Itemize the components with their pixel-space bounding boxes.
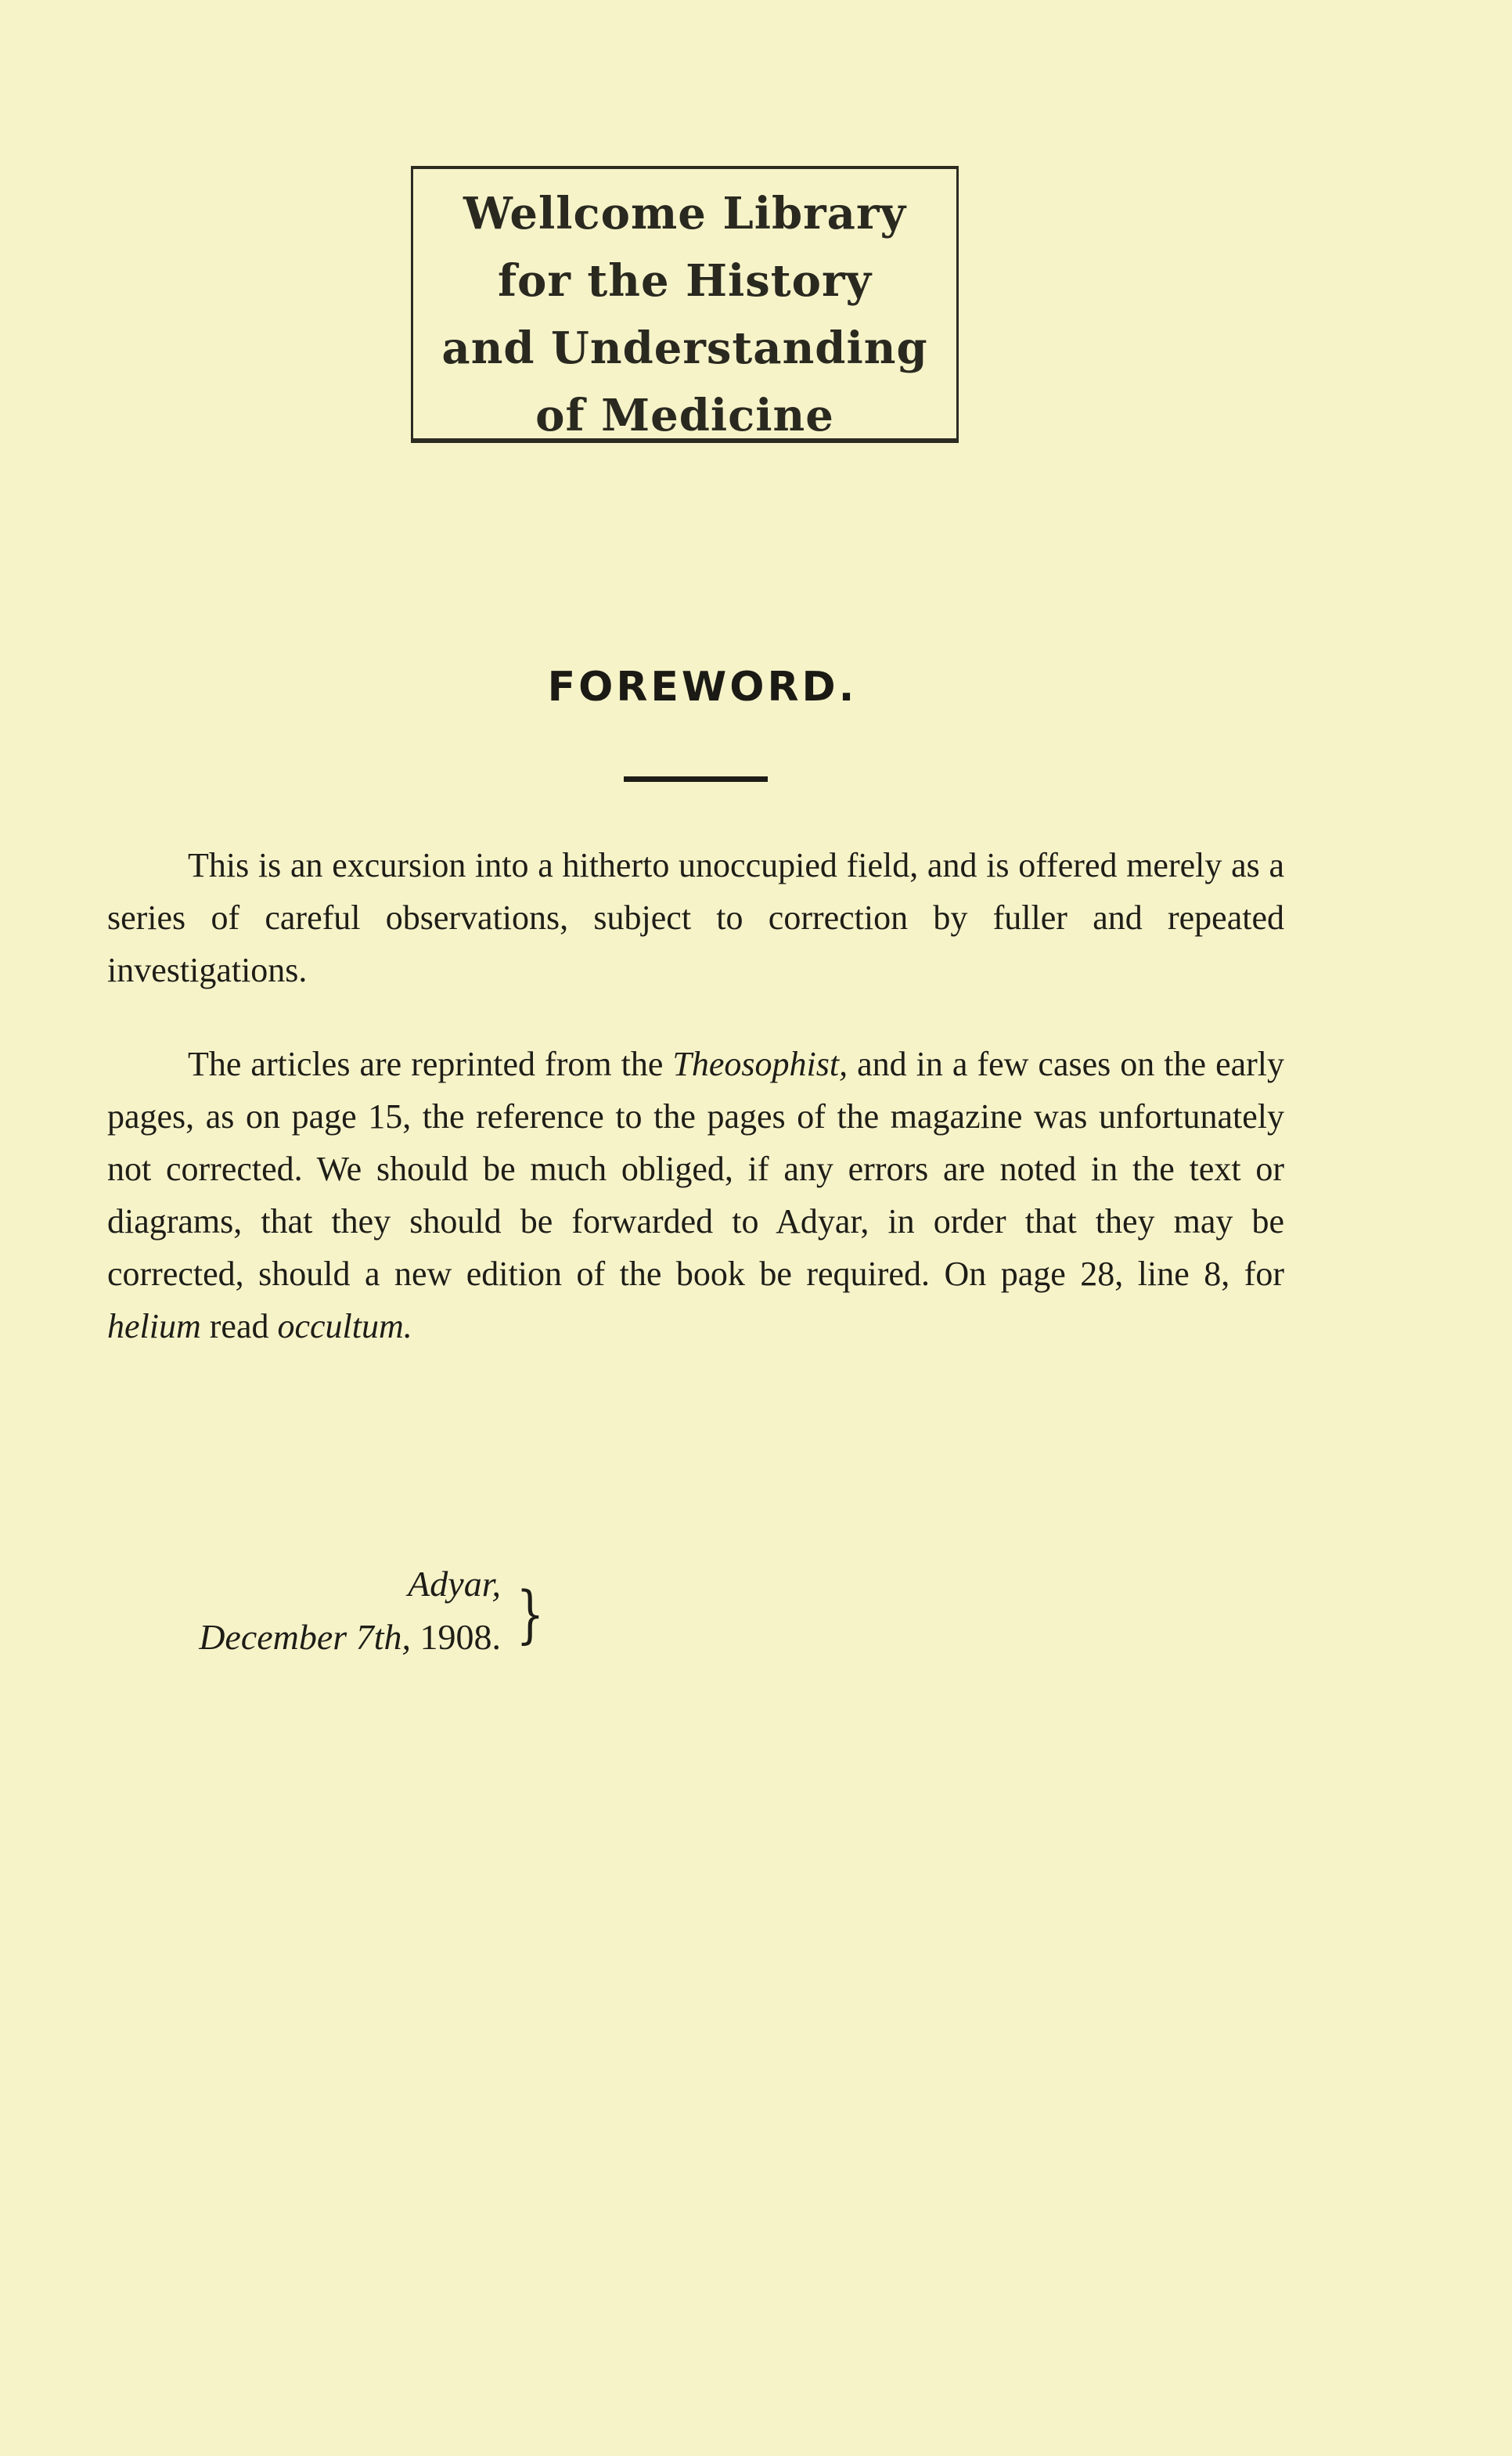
paragraph-2 <box>107 1038 1284 1352</box>
right-brace-icon: } <box>516 1578 545 1651</box>
paragraph-2-italic-theosophist: Theosophist, <box>672 1045 848 1083</box>
paragraph-2-part-3: read <box>200 1307 278 1345</box>
paragraph-2-part-2: and in a few cases on the early pages, as on page 15, the reference to the pages of the magazine was unfortunately not corrected. We should be much obliged, if any errors are noted in the text or diagrams, that they should be forwarded to Adyar, in order that they may be corrected, should a new edition of the book be required. On page 28, line 8, for <box>107 1045 1285 1293</box>
title-rule <box>624 776 768 782</box>
paragraph-1 <box>107 839 1284 996</box>
library-stamp <box>411 166 959 443</box>
stamp-line-1: Wellcome Library <box>463 188 906 239</box>
paragraph-2-italic-occultum: occultum. <box>277 1307 412 1345</box>
signature-block <box>133 1558 501 1664</box>
paragraph-2-italic-helium: helium <box>107 1307 201 1345</box>
paragraph-2-text <box>107 1038 1284 1352</box>
paragraph-1-text: This is an excursion into a hitherto unoccupied field, and is offered merely as a series of careful observations, subject to correction by fuller and repeated investigations. <box>107 846 1284 989</box>
signature-month-day: December 7th, <box>199 1617 411 1657</box>
paragraph-2-part-1: The articles are reprinted from the <box>188 1045 673 1083</box>
signature-place: Adyar, <box>408 1564 501 1604</box>
page-title: FOREWORD. <box>547 664 858 711</box>
stamp-line-4: of Medicine <box>535 390 834 441</box>
signature-date <box>133 1611 501 1664</box>
stamp-line-3: and Understanding <box>441 322 928 374</box>
signature-year: 1908. <box>419 1617 501 1657</box>
stamp-line-2: for the History <box>497 255 873 307</box>
